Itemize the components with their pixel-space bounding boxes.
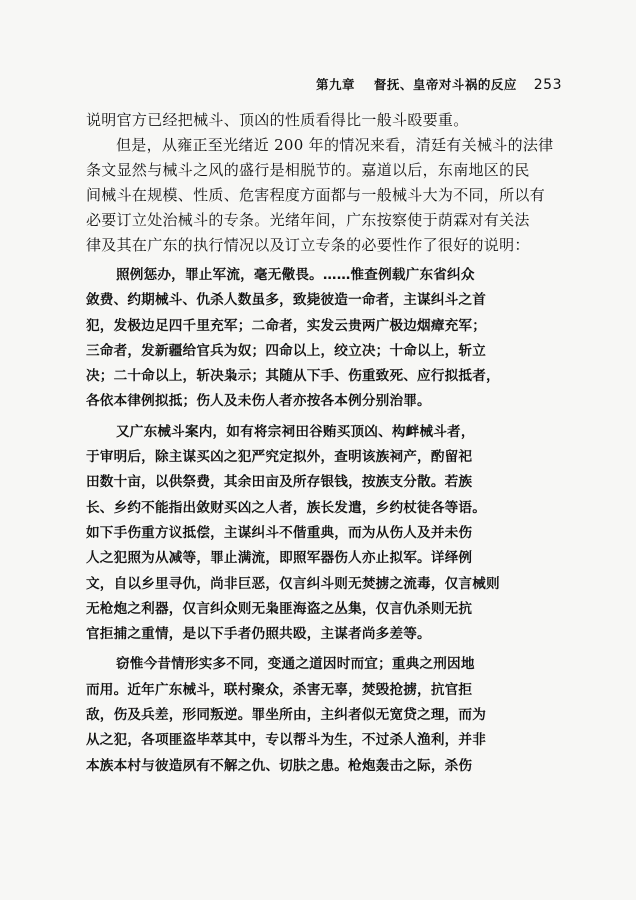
- page-number: 253: [533, 77, 562, 93]
- quote-line: 如下手伤重方议抵偿，主谋纠斗不偕重典，而为从伤人及并未伤: [86, 524, 473, 541]
- quote-line: 于审明后，除主谋买凶之犯严究定拟外，查明该族祠产，酌留祀: [86, 449, 473, 466]
- quote-block-3: [86, 652, 554, 778]
- quote-line: 敛费、约期械斗、仇杀人数虽多，致毙彼造一命者，主谋纠斗之首: [86, 292, 487, 309]
- running-header: [316, 75, 562, 93]
- quote-line: 田数十亩，以供祭费，其余田亩及所存银钱，按族支分散。若族: [86, 474, 473, 491]
- quote-block-1: [86, 263, 554, 415]
- quote-line: 窃惟今昔情形实多不同，变通之道因时而宜；重典之刑因地: [116, 656, 475, 673]
- quote-line: 犯，发极边足四千里充军；二命者，实发云贵两广极边烟瘴充军；: [86, 317, 487, 334]
- chapter-label: 第九章: [316, 77, 356, 92]
- quote-block-2: [86, 420, 554, 648]
- quote-line: 而用。近年广东械斗，联村聚众，杀害无辜，焚毁抢掳，抗官拒: [86, 681, 473, 698]
- quote-line: 长、乡约不能指出敛财买凶之人者，族长发遣，乡约杖徒各等语。: [86, 499, 487, 516]
- body-line: 条文显然与械斗之风的盛行是相脱节的。嘉道以后，东南地区的民: [86, 161, 530, 179]
- quote-line: 文，自以乡里寻仇，尚非巨恶，仅言纠斗则无焚掳之流毒，仅言械则: [86, 575, 500, 592]
- quote-line: 官拒捕之重情，是以下手者仍照共殴，主谋者尚多差等。: [86, 626, 431, 643]
- quote-line: 人之犯照为从减等，罪止满流，即照军器伤人亦止拟军。详绎例: [86, 550, 473, 567]
- quote-line: 从之犯，各项匪盗毕萃其中，专以帮斗为生，不过杀人渔利，并非: [86, 732, 487, 749]
- body-line: 律及其在广东的执行情况以及订立专条的必要性作了很好的说明：: [86, 236, 530, 254]
- body-line: 间械斗在规模、性质、危害程度方面都与一般械斗大为不同，所以有: [86, 186, 546, 204]
- quote-line: 敌，伤及兵差，形同叛逆。罪坐所由，主纠者似无宽贷之理，而为: [86, 707, 487, 724]
- body-line: 但是，从雍正至光绪近 200 年的情况来看，清廷有关械斗的法律: [116, 136, 554, 154]
- quote-line: 无枪炮之利器，仅言纠众则无枭匪海盗之丛集，仅言仇杀则无抗: [86, 600, 473, 617]
- body-line: 必要订立处治械斗的专条。光绪年间，广东按察使于荫霖对有关法: [86, 211, 530, 229]
- quote-line: 又广东械斗案内，如有将宗祠田谷贿买顶凶、构衅械斗者，: [116, 423, 475, 440]
- chapter-title: 督抚、皇帝对斗祸的反应: [373, 77, 517, 92]
- quote-line: 三命者，发新疆给官兵为奴；四命以上，绞立决；十命以上，斩立: [86, 342, 487, 359]
- quote-line: 照例惩办，罪止军流，毫无儆畏。……惟查例载广东省纠众: [116, 267, 475, 283]
- quote-line: 本族本村与彼造夙有不解之仇、切肤之患。枪炮轰击之际，杀伤: [86, 757, 473, 774]
- body-line: 说明官方已经把械斗、顶凶的性质看得比一般斗殴要重。: [86, 111, 469, 129]
- quote-line: 决；二十命以上，斩决枭示；其随从下手、伤重致死、应行拟抵者，: [86, 368, 500, 385]
- quote-line: 各依本律例拟抵；伤人及未伤人者亦按各本例分别治罪。: [86, 393, 431, 410]
- page-body: [86, 108, 554, 779]
